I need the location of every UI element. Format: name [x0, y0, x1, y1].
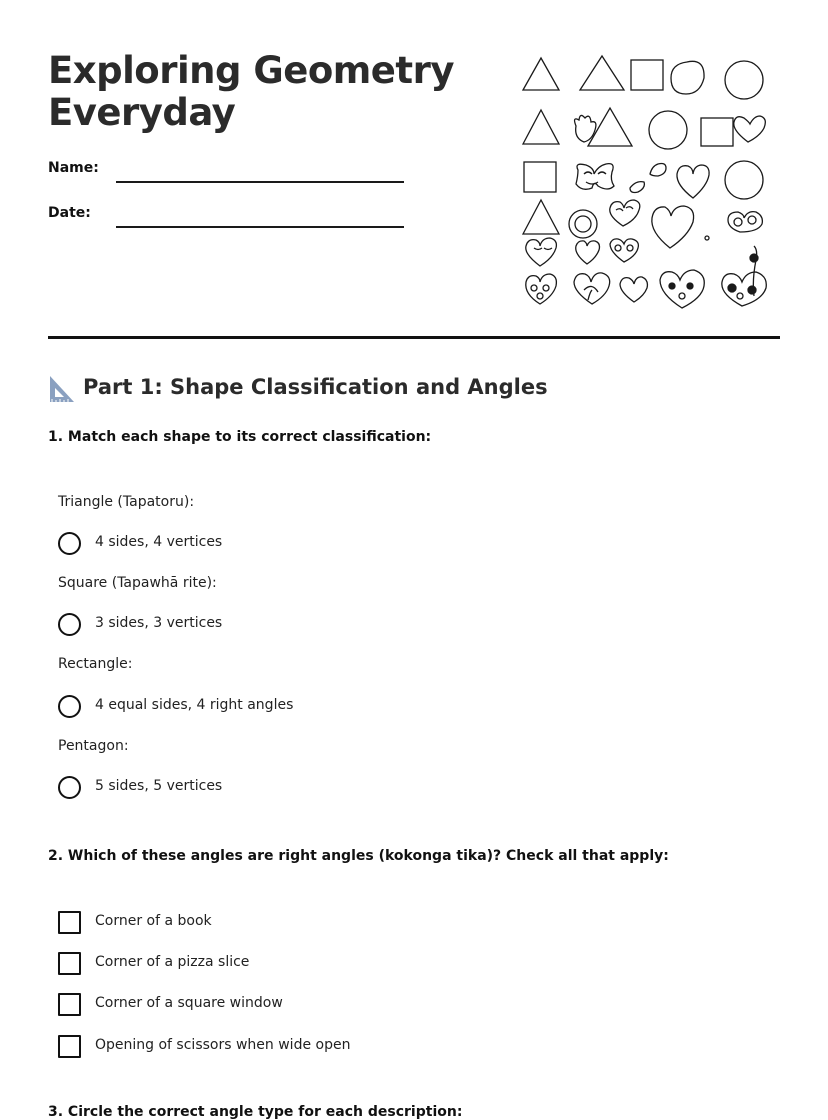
q1-term-square: Square (Tapawhā rite):: [58, 575, 217, 591]
q2-option-1-label: Corner of a book: [95, 913, 212, 929]
date-field[interactable]: [48, 205, 408, 235]
q1-option-2-label: 3 sides, 3 vertices: [95, 615, 223, 631]
worksheet-title: [48, 50, 488, 134]
q2-option-2-label: Corner of a pizza slice: [95, 954, 250, 970]
q1-option-1-label: 4 sides, 4 vertices: [95, 534, 223, 550]
q2-option-4-label: Opening of scissors when wide open: [95, 1037, 351, 1053]
q2-option-3-label: Corner of a square window: [95, 995, 283, 1011]
checkbox[interactable]: [58, 993, 81, 1016]
title-line-1: Exploring Geometry: [48, 49, 454, 92]
name-label: Name:: [48, 160, 99, 176]
header-divider: [48, 336, 780, 339]
q1-term-pentagon: Pentagon:: [58, 738, 129, 754]
radio-button[interactable]: [58, 695, 81, 718]
name-field[interactable]: [48, 160, 408, 190]
q2-option-1[interactable]: [58, 911, 458, 935]
set-square-icon: [48, 374, 76, 404]
name-blank-line[interactable]: [116, 181, 404, 183]
q1-option-1[interactable]: [58, 532, 458, 556]
title-line-2: Everyday: [48, 91, 236, 134]
radio-button[interactable]: [58, 776, 81, 799]
q1-option-2[interactable]: [58, 613, 458, 637]
q1-option-3[interactable]: [58, 695, 458, 719]
q1-option-4[interactable]: [58, 776, 458, 800]
q2-prompt: 2. Which of these angles are right angles (kokonga tika)? Check all that apply:: [48, 848, 669, 864]
q1-option-3-label: 4 equal sides, 4 right angles: [95, 697, 294, 713]
shapes-clipart-icon: [518, 50, 772, 310]
q1-option-4-label: 5 sides, 5 vertices: [95, 778, 223, 794]
date-blank-line[interactable]: [116, 226, 404, 228]
q2-option-2[interactable]: [58, 952, 458, 976]
q3-prompt: 3. Circle the correct angle type for each description:: [48, 1104, 463, 1120]
part1-title: Part 1: Shape Classification and Angles: [83, 375, 548, 399]
radio-button[interactable]: [58, 613, 81, 636]
radio-button[interactable]: [58, 532, 81, 555]
checkbox[interactable]: [58, 911, 81, 934]
q2-option-3[interactable]: [58, 993, 458, 1017]
q2-option-4[interactable]: [58, 1035, 458, 1059]
q1-term-triangle: Triangle (Tapatoru):: [58, 494, 195, 510]
checkbox[interactable]: [58, 1035, 81, 1058]
q1-term-rectangle: Rectangle:: [58, 656, 133, 672]
q1-prompt: 1. Match each shape to its correct classification:: [48, 429, 432, 445]
checkbox[interactable]: [58, 952, 81, 975]
date-label: Date:: [48, 205, 91, 221]
